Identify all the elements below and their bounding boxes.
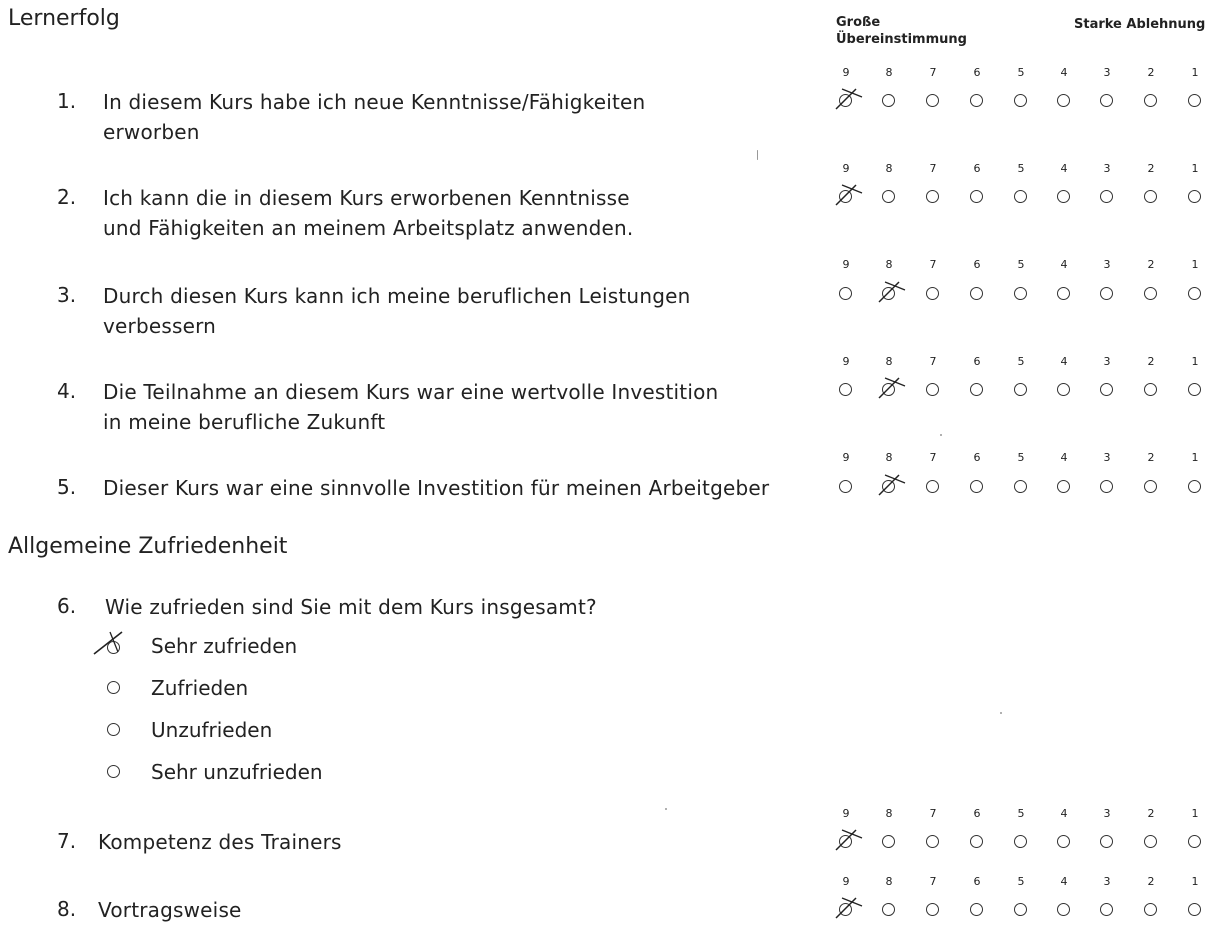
rating-radio-2[interactable] (1144, 903, 1157, 916)
rating-radio-6[interactable] (970, 94, 983, 107)
question-line: erworben (103, 120, 200, 144)
rating-radio-7[interactable] (926, 383, 939, 396)
option-label: Unzufrieden (151, 718, 273, 742)
question-number: 1. (57, 89, 77, 113)
rating-radio-5[interactable] (1014, 903, 1027, 916)
rating-radio-1[interactable] (1188, 480, 1201, 493)
scale-number: 4 (1060, 875, 1068, 888)
scale-number: 2 (1147, 451, 1155, 464)
scale-number: 7 (929, 451, 937, 464)
scale-number: 3 (1103, 66, 1111, 79)
option-radio[interactable] (107, 681, 120, 694)
question-number: 4. (57, 379, 77, 403)
scale-number: 1 (1191, 875, 1199, 888)
rating-radio-3[interactable] (1100, 903, 1113, 916)
rating-radio-7[interactable] (926, 835, 939, 848)
rating-radio-7[interactable] (926, 903, 939, 916)
scale-number: 9 (842, 355, 850, 368)
rating-radio-6[interactable] (970, 287, 983, 300)
scale-number: 7 (929, 807, 937, 820)
scale-number: 7 (929, 875, 937, 888)
check-mark-icon (832, 824, 868, 854)
scale-number: 3 (1103, 451, 1111, 464)
question-line: Dieser Kurs war eine sinnvolle Investition für meinen Arbeitgeber (103, 476, 770, 500)
scale-number: 9 (842, 451, 850, 464)
scale-number: 4 (1060, 258, 1068, 271)
scale-number: 5 (1017, 162, 1025, 175)
question-number: 7. (57, 829, 77, 853)
question-line: Die Teilnahme an diesem Kurs war eine wertvolle Investition (103, 380, 719, 404)
question-text (103, 183, 633, 243)
scale-number: 2 (1147, 162, 1155, 175)
question-text (103, 377, 718, 437)
scale-header-left-line1: Große (836, 15, 881, 30)
scale-number: 7 (929, 66, 937, 79)
rating-radio-7[interactable] (926, 287, 939, 300)
scale-number: 2 (1147, 66, 1155, 79)
scale-number: 8 (885, 162, 893, 175)
scale-number: 6 (973, 451, 981, 464)
rating-radio-1[interactable] (1188, 835, 1201, 848)
rating-radio-6[interactable] (970, 190, 983, 203)
question-text: Vortragsweise (98, 898, 242, 922)
check-mark-icon (832, 892, 868, 922)
scale-number: 6 (973, 66, 981, 79)
scale-number: 4 (1060, 162, 1068, 175)
rating-radio-1[interactable] (1188, 903, 1201, 916)
question-number: 5. (57, 475, 77, 499)
scale-number: 3 (1103, 162, 1111, 175)
scale-number: 1 (1191, 355, 1199, 368)
scale-number: 4 (1060, 451, 1068, 464)
question-number: 2. (57, 185, 77, 209)
scale-number: 5 (1017, 258, 1025, 271)
question-line: und Fähigkeiten an meinem Arbeitsplatz anwenden. (103, 216, 634, 240)
rating-radio-1[interactable] (1188, 190, 1201, 203)
scale-number: 2 (1147, 875, 1155, 888)
rating-radio-4[interactable] (1057, 480, 1070, 493)
scale-number: 1 (1191, 162, 1199, 175)
rating-radio-1[interactable] (1188, 383, 1201, 396)
scale-number: 5 (1017, 875, 1025, 888)
scale-number: 8 (885, 355, 893, 368)
rating-radio-5[interactable] (1014, 480, 1027, 493)
scale-number: 9 (842, 162, 850, 175)
question-number: 8. (57, 897, 77, 921)
rating-radio-4[interactable] (1057, 903, 1070, 916)
rating-radio-9[interactable] (839, 383, 852, 396)
option-label: Sehr unzufrieden (151, 760, 323, 784)
rating-radio-9[interactable] (839, 287, 852, 300)
rating-radio-5[interactable] (1014, 190, 1027, 203)
rating-radio-3[interactable] (1100, 190, 1113, 203)
rating-radio-4[interactable] (1057, 835, 1070, 848)
scale-number: 4 (1060, 66, 1068, 79)
scale-number: 5 (1017, 66, 1025, 79)
scale-number: 6 (973, 807, 981, 820)
rating-radio-3[interactable] (1100, 383, 1113, 396)
scan-speck (757, 150, 758, 160)
scale-number: 9 (842, 875, 850, 888)
scale-number: 6 (973, 258, 981, 271)
question-text (103, 87, 645, 147)
rating-radio-3[interactable] (1100, 94, 1113, 107)
option-label: Sehr zufrieden (151, 634, 298, 658)
rating-radio-2[interactable] (1144, 94, 1157, 107)
scale-number: 2 (1147, 355, 1155, 368)
question-line: In diesem Kurs habe ich neue Kenntnisse/Fähigkeiten (103, 90, 646, 114)
scale-number: 8 (885, 258, 893, 271)
scale-header-left (836, 14, 967, 48)
scale-number: 7 (929, 258, 937, 271)
scale-number: 9 (842, 258, 850, 271)
rating-radio-8[interactable] (882, 835, 895, 848)
scale-number: 5 (1017, 355, 1025, 368)
scale-number: 8 (885, 66, 893, 79)
scale-number: 1 (1191, 451, 1199, 464)
scale-header-right: Starke Ablehnung (1074, 17, 1206, 32)
scan-speck (1000, 712, 1002, 714)
rating-radio-5[interactable] (1014, 94, 1027, 107)
rating-radio-2[interactable] (1144, 383, 1157, 396)
question-number: 3. (57, 283, 77, 307)
scale-number: 7 (929, 162, 937, 175)
rating-radio-1[interactable] (1188, 94, 1201, 107)
scale-number: 8 (885, 451, 893, 464)
scale-number: 9 (842, 807, 850, 820)
scale-number: 4 (1060, 355, 1068, 368)
scale-number: 5 (1017, 451, 1025, 464)
check-mark-icon (875, 469, 911, 499)
check-mark-icon (832, 179, 868, 209)
rating-radio-9[interactable] (839, 480, 852, 493)
scan-speck (940, 434, 942, 436)
rating-radio-6[interactable] (970, 903, 983, 916)
rating-radio-6[interactable] (970, 835, 983, 848)
rating-radio-2[interactable] (1144, 190, 1157, 203)
rating-radio-4[interactable] (1057, 383, 1070, 396)
rating-radio-8[interactable] (882, 903, 895, 916)
scale-number: 9 (842, 66, 850, 79)
section-title-satisfaction: Allgemeine Zufriedenheit (8, 534, 288, 559)
scale-number: 1 (1191, 258, 1199, 271)
scale-number: 2 (1147, 258, 1155, 271)
option-radio[interactable] (107, 765, 120, 778)
scale-number: 3 (1103, 258, 1111, 271)
scale-number: 3 (1103, 875, 1111, 888)
scale-number: 6 (973, 162, 981, 175)
scale-header-left-line2: Übereinstimmung (836, 32, 967, 47)
rating-radio-3[interactable] (1100, 287, 1113, 300)
rating-radio-3[interactable] (1100, 835, 1113, 848)
scale-number: 8 (885, 875, 893, 888)
scan-speck (665, 808, 667, 810)
rating-radio-7[interactable] (926, 480, 939, 493)
rating-radio-4[interactable] (1057, 287, 1070, 300)
question-line: Durch diesen Kurs kann ich meine beruflichen Leistungen (103, 284, 691, 308)
rating-radio-2[interactable] (1144, 287, 1157, 300)
option-label: Zufrieden (151, 676, 249, 700)
rating-radio-4[interactable] (1057, 190, 1070, 203)
question-text (103, 281, 690, 341)
scale-number: 3 (1103, 807, 1111, 820)
rating-radio-6[interactable] (970, 383, 983, 396)
rating-radio-8[interactable] (882, 190, 895, 203)
scale-number: 3 (1103, 355, 1111, 368)
scale-number: 1 (1191, 66, 1199, 79)
rating-radio-2[interactable] (1144, 480, 1157, 493)
scale-number: 4 (1060, 807, 1068, 820)
scale-number: 7 (929, 355, 937, 368)
check-mark-icon (92, 626, 132, 658)
rating-radio-4[interactable] (1057, 94, 1070, 107)
rating-radio-5[interactable] (1014, 835, 1027, 848)
rating-radio-1[interactable] (1188, 287, 1201, 300)
check-mark-icon (875, 276, 911, 306)
rating-radio-5[interactable] (1014, 383, 1027, 396)
rating-radio-3[interactable] (1100, 480, 1113, 493)
rating-radio-5[interactable] (1014, 287, 1027, 300)
question-line: Ich kann die in diesem Kurs erworbenen Kenntnisse (103, 186, 630, 210)
scale-number: 1 (1191, 807, 1199, 820)
rating-radio-6[interactable] (970, 480, 983, 493)
scale-number: 6 (973, 875, 981, 888)
scale-number: 2 (1147, 807, 1155, 820)
scale-number: 8 (885, 807, 893, 820)
question-number: 6. (57, 594, 77, 618)
question-line: verbessern (103, 314, 217, 338)
question-text: Kompetenz des Trainers (98, 830, 342, 854)
check-mark-icon (875, 372, 911, 402)
rating-radio-2[interactable] (1144, 835, 1157, 848)
question-text: Wie zufrieden sind Sie mit dem Kurs insgesamt? (105, 595, 597, 619)
rating-radio-7[interactable] (926, 94, 939, 107)
rating-radio-8[interactable] (882, 94, 895, 107)
rating-radio-7[interactable] (926, 190, 939, 203)
check-mark-icon (832, 83, 868, 113)
scale-number: 5 (1017, 807, 1025, 820)
section-title-learning: Lernerfolg (8, 6, 120, 31)
question-line: in meine berufliche Zukunft (103, 410, 386, 434)
question-text (103, 473, 769, 503)
option-radio[interactable] (107, 723, 120, 736)
scale-number: 6 (973, 355, 981, 368)
